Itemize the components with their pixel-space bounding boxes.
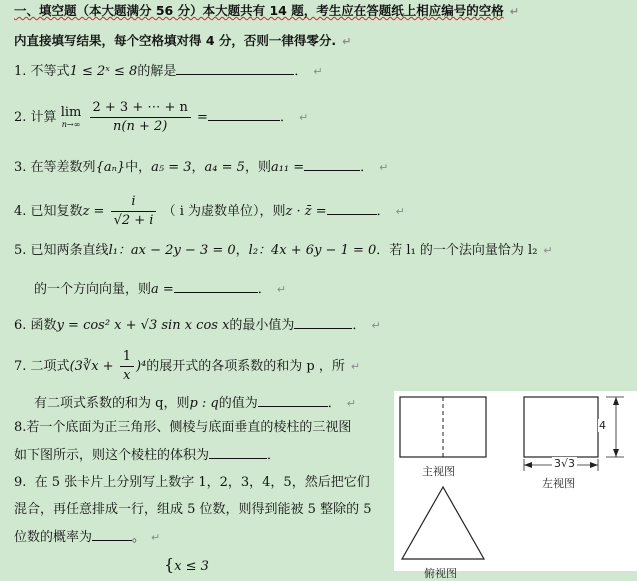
question-7 bbox=[14, 348, 360, 386]
math-expression: x ≤ 3 bbox=[174, 559, 209, 574]
question-text: 计算 bbox=[30, 110, 57, 125]
question-number: 1. bbox=[14, 64, 27, 79]
fraction-denominator: x bbox=[123, 368, 131, 383]
question-text: 在 5 张卡片上分别写上数字 1，2，3，4，5，然后把它们 bbox=[34, 475, 370, 490]
para-mark: ↵ bbox=[395, 205, 405, 218]
width-dimension-label: 3√3 bbox=[554, 457, 576, 470]
question-10-partial: {x ≤ 3 bbox=[164, 555, 209, 574]
question-text: 有二项式系数的和为 q，则 bbox=[34, 396, 190, 411]
question-text: 已知两条直线 bbox=[30, 243, 109, 258]
section-title-line2 bbox=[14, 32, 351, 51]
math-expression: )⁴ bbox=[135, 359, 147, 374]
question-number: 9. bbox=[14, 475, 27, 490]
question-text: ， bbox=[191, 160, 205, 175]
question-number: 7. bbox=[14, 359, 27, 374]
answer-blank[interactable] bbox=[258, 394, 328, 407]
math-expression: a₁₁ = bbox=[270, 160, 305, 175]
three-view-figure bbox=[394, 391, 637, 580]
question-text: 若一个底面为正三角形、侧棱与底面垂直的棱柱的三视图 bbox=[26, 420, 352, 435]
top-view-triangle bbox=[402, 487, 484, 559]
question-text: 二项式 bbox=[30, 359, 70, 374]
para-mark: ↵ bbox=[350, 360, 361, 373]
para-mark: ↵ bbox=[151, 531, 161, 544]
question-number: 3. bbox=[14, 160, 27, 175]
question-number: 5. bbox=[14, 243, 27, 258]
question-8-cont: 如下图所示，则这个棱柱的体积为 ． bbox=[14, 448, 281, 463]
question-9 bbox=[14, 474, 370, 492]
equals-sign: = bbox=[197, 110, 208, 125]
math-expression: y = cos² x + √3 sin x cos x bbox=[56, 318, 230, 333]
question-text: ，则 bbox=[244, 160, 271, 175]
question-text: 的展开式的各项系数的和为 p ，所 bbox=[146, 359, 345, 374]
fraction-numerator: 2 + 3 + ⋯ + n bbox=[90, 99, 191, 118]
question-text: 混合，再任意排成一行，组成 5 位数，则得到能被 5 整除的 5 bbox=[14, 502, 372, 517]
math-expression: l₂：4x + 6y − 1 = 0 bbox=[248, 243, 377, 258]
math-expression: z = bbox=[82, 204, 105, 219]
para-mark: ↵ bbox=[509, 5, 519, 18]
math-expression: a₄ = 5 bbox=[204, 160, 245, 175]
fraction bbox=[120, 348, 134, 385]
fraction-denominator: √2 + i bbox=[113, 213, 154, 228]
question-3: 3. 在等差数列{aₙ}中，a₅ = 3，a₄ = 5，则a₁₁ = ． ↵ bbox=[14, 160, 389, 175]
question-6: 6. 函数y = cos² x + √3 sin x cos x的最小值为 ． ↵ bbox=[14, 318, 381, 333]
math-expression: p : q bbox=[189, 396, 219, 411]
question-5-cont: 的一个方向向量，则a = ． ↵ bbox=[34, 282, 287, 297]
section-title-line1 bbox=[14, 2, 519, 21]
question-9-cont1 bbox=[14, 501, 371, 519]
para-mark: ↵ bbox=[379, 161, 389, 174]
math-expression: (3∛x + bbox=[69, 359, 114, 374]
math-expression: a₅ = 3 bbox=[151, 160, 192, 175]
math-expression: z · z̄ = bbox=[285, 204, 327, 219]
question-text: 位数的概率为 bbox=[14, 530, 93, 545]
answer-blank[interactable] bbox=[294, 316, 352, 329]
front-view-label: 主视图 bbox=[422, 465, 455, 478]
question-1: 1. 不等式1 ≤ 2ˣ ≤ 8的解是 ． ↵ bbox=[14, 64, 323, 79]
question-text: 如下图所示，则这个棱柱的体积为 bbox=[14, 448, 210, 463]
question-text: 中， bbox=[125, 160, 152, 175]
para-mark: ↵ bbox=[298, 111, 309, 124]
answer-blank[interactable] bbox=[92, 528, 132, 541]
para-mark: ↵ bbox=[313, 65, 323, 78]
answer-blank[interactable] bbox=[208, 108, 280, 121]
answer-blank[interactable] bbox=[209, 446, 267, 459]
para-mark: ↵ bbox=[543, 244, 553, 257]
para-mark: ↵ bbox=[276, 283, 287, 296]
math-expression: {aₙ} bbox=[95, 160, 126, 175]
para-mark: ↵ bbox=[342, 35, 352, 48]
question-number: 2. bbox=[14, 110, 27, 125]
fraction-denominator: n(n + 2) bbox=[113, 119, 168, 134]
question-text: ， bbox=[235, 243, 249, 258]
question-text: （ i 为虚数单位），则 bbox=[162, 204, 286, 219]
limit-operator bbox=[61, 106, 82, 129]
fraction-numerator: 1 bbox=[120, 348, 134, 367]
question-7-cont: 有二项式系数的和为 q，则p : q的值为 ． ↵ bbox=[34, 396, 357, 411]
fraction bbox=[90, 99, 191, 136]
section-title-text2: 内直接填写结果，每个空格填对得 4 分，否则一律得零分. bbox=[14, 33, 337, 48]
question-text: 函数 bbox=[30, 318, 57, 333]
math-expression: l₁：ax − 2y − 3 = 0 bbox=[108, 243, 236, 258]
question-8 bbox=[14, 419, 351, 437]
question-text: 的解是 bbox=[137, 64, 177, 79]
lim-text: lim bbox=[60, 105, 82, 120]
question-text: 在等差数列 bbox=[30, 160, 96, 175]
math-expression: a = bbox=[151, 282, 174, 297]
question-text: 的值为 bbox=[218, 396, 258, 411]
left-view-label: 左视图 bbox=[542, 477, 575, 490]
question-number: 4. bbox=[14, 204, 27, 219]
lim-subscript: n→∞ bbox=[61, 120, 81, 129]
question-text: 已知复数 bbox=[30, 204, 83, 219]
question-5 bbox=[14, 242, 553, 260]
answer-blank[interactable] bbox=[174, 280, 258, 293]
question-4: 4. 已知复数z = $\frac{i}{√2 + i}$ （ i 为虚数单位），则z · z̄ = ． ↵ bbox=[14, 194, 405, 228]
question-number: 8. bbox=[14, 420, 27, 435]
fraction bbox=[111, 193, 157, 230]
answer-blank[interactable] bbox=[176, 62, 294, 75]
question-2: 2. 计算 lim n→∞ $\frac{2 + 3 + \cdots + n}{n(n + 2)}$ = ． ↵ bbox=[14, 100, 309, 134]
height-dimension-label: 4 bbox=[599, 419, 606, 432]
question-text: 的一个方向向量，则 bbox=[34, 282, 152, 297]
question-9-cont2: 位数的概率为 。 ↵ bbox=[14, 530, 161, 545]
math-expression: 1 ≤ 2ˣ ≤ 8 bbox=[69, 64, 138, 79]
answer-blank[interactable] bbox=[327, 202, 377, 215]
question-text: 不等式 bbox=[30, 64, 70, 79]
answer-blank[interactable] bbox=[304, 158, 360, 171]
question-text: 的最小值为 bbox=[229, 318, 295, 333]
left-view-rect bbox=[524, 397, 598, 457]
three-view-drawing bbox=[394, 391, 637, 571]
para-mark: ↵ bbox=[346, 397, 357, 410]
question-number: 6. bbox=[14, 318, 27, 333]
section-title-text1: 一、填空题（本大题满分 56 分）本大题共有 14 题，考生应在答题纸上相应编号的空格 bbox=[14, 3, 504, 18]
question-text: ．若 l₁ 的一个法向量恰为 l₂ bbox=[376, 243, 538, 258]
top-view-label: 俯视图 bbox=[424, 567, 457, 580]
para-mark: ↵ bbox=[371, 319, 381, 332]
fraction-numerator: i bbox=[111, 193, 157, 212]
